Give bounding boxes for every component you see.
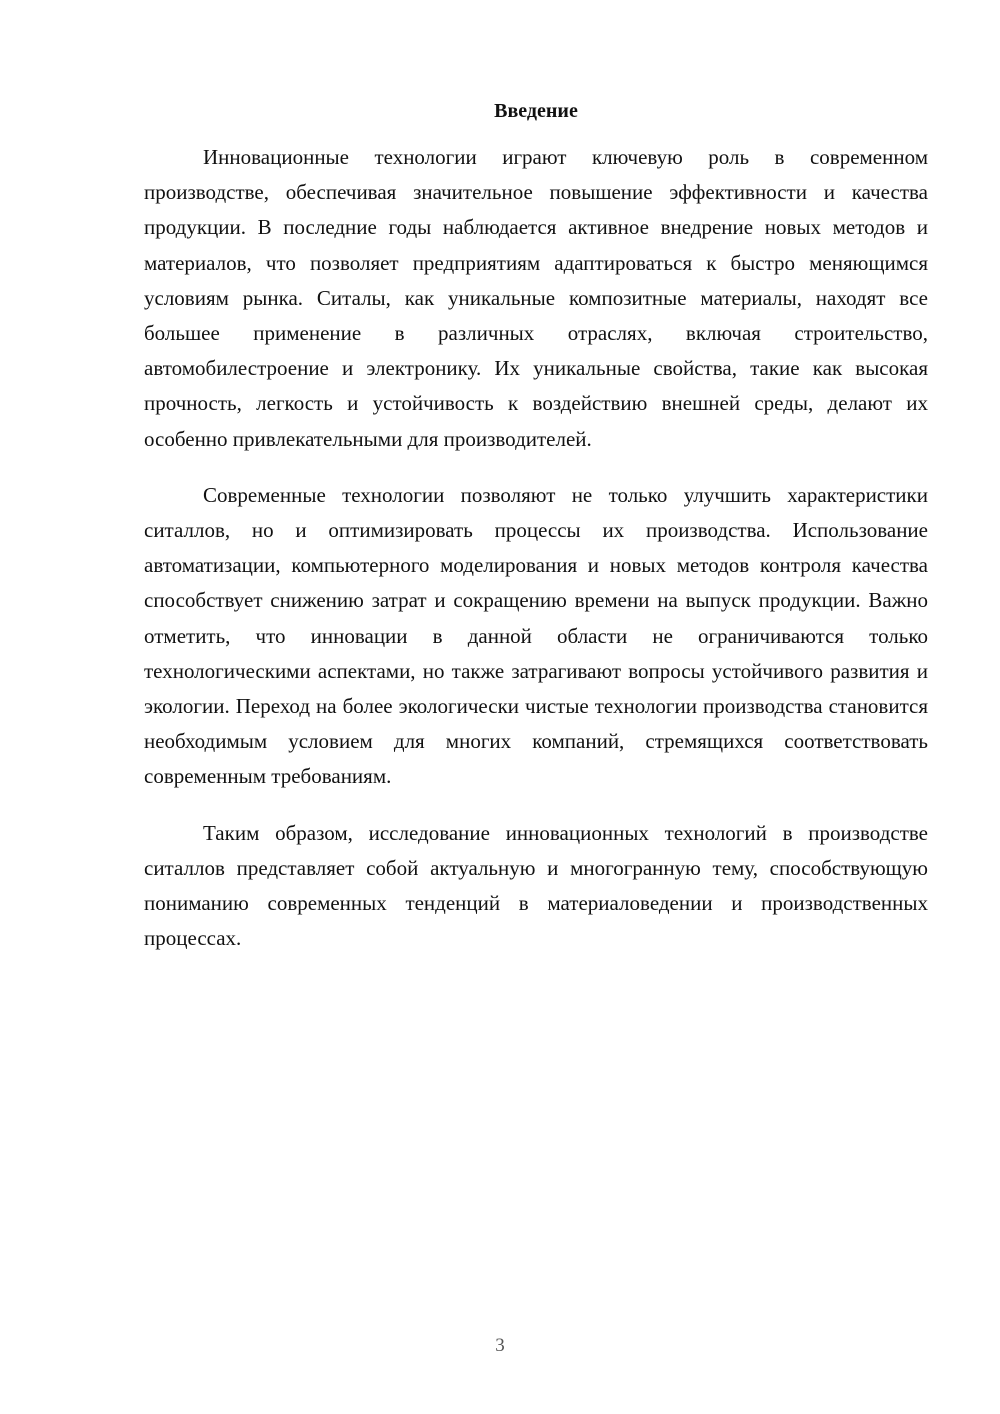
paragraph-1: Инновационные технологии играют ключевую роль в современном производстве, обеспечивая значительное повышение эффективности и качества продукции. В последние годы наблюдается активное внедрение новых методов и материалов, что позволяет предприятиям адаптироваться к быстро меняющимся условиям рынка. Ситалы, как уникальные композитные материалы, находят все большее применение в различных отраслях, включая строительство, автомобилестроение и электронику. Их уникальные свойства, такие как высокая прочность, легкость и устойчивость к воздействию внешней среды, делают их особенно привлекательными для производителей. [144, 145, 928, 451]
paragraph-2: Современные технологии позволяют не только улучшить характеристики ситаллов, но и оптимизировать процессы их производства. Использование автоматизации, компьютерного моделирования и новых методов контроля качества способствует снижению затрат и сокращению времени на выпуск продукции. Важно отметить, что инновации в данной области не ограничиваются только технологическими аспектами, но также затрагивают вопросы устойчивого развития и экологии. Переход на более экологически чистые технологии производства становится необходимым условием для многих компаний, стремящихся соответствовать современным требованиям. [144, 482, 928, 789]
page-number: 3 [495, 1335, 505, 1356]
paragraph-3: Таким образом, исследование инновационных технологий в производстве ситаллов представляет собой актуальную и многогранную тему, способствующую пониманию современных тенденций в материаловедении и производственных процессах. [144, 820, 928, 951]
section-title: Введение [494, 100, 578, 122]
page-content [144, 96, 928, 977]
